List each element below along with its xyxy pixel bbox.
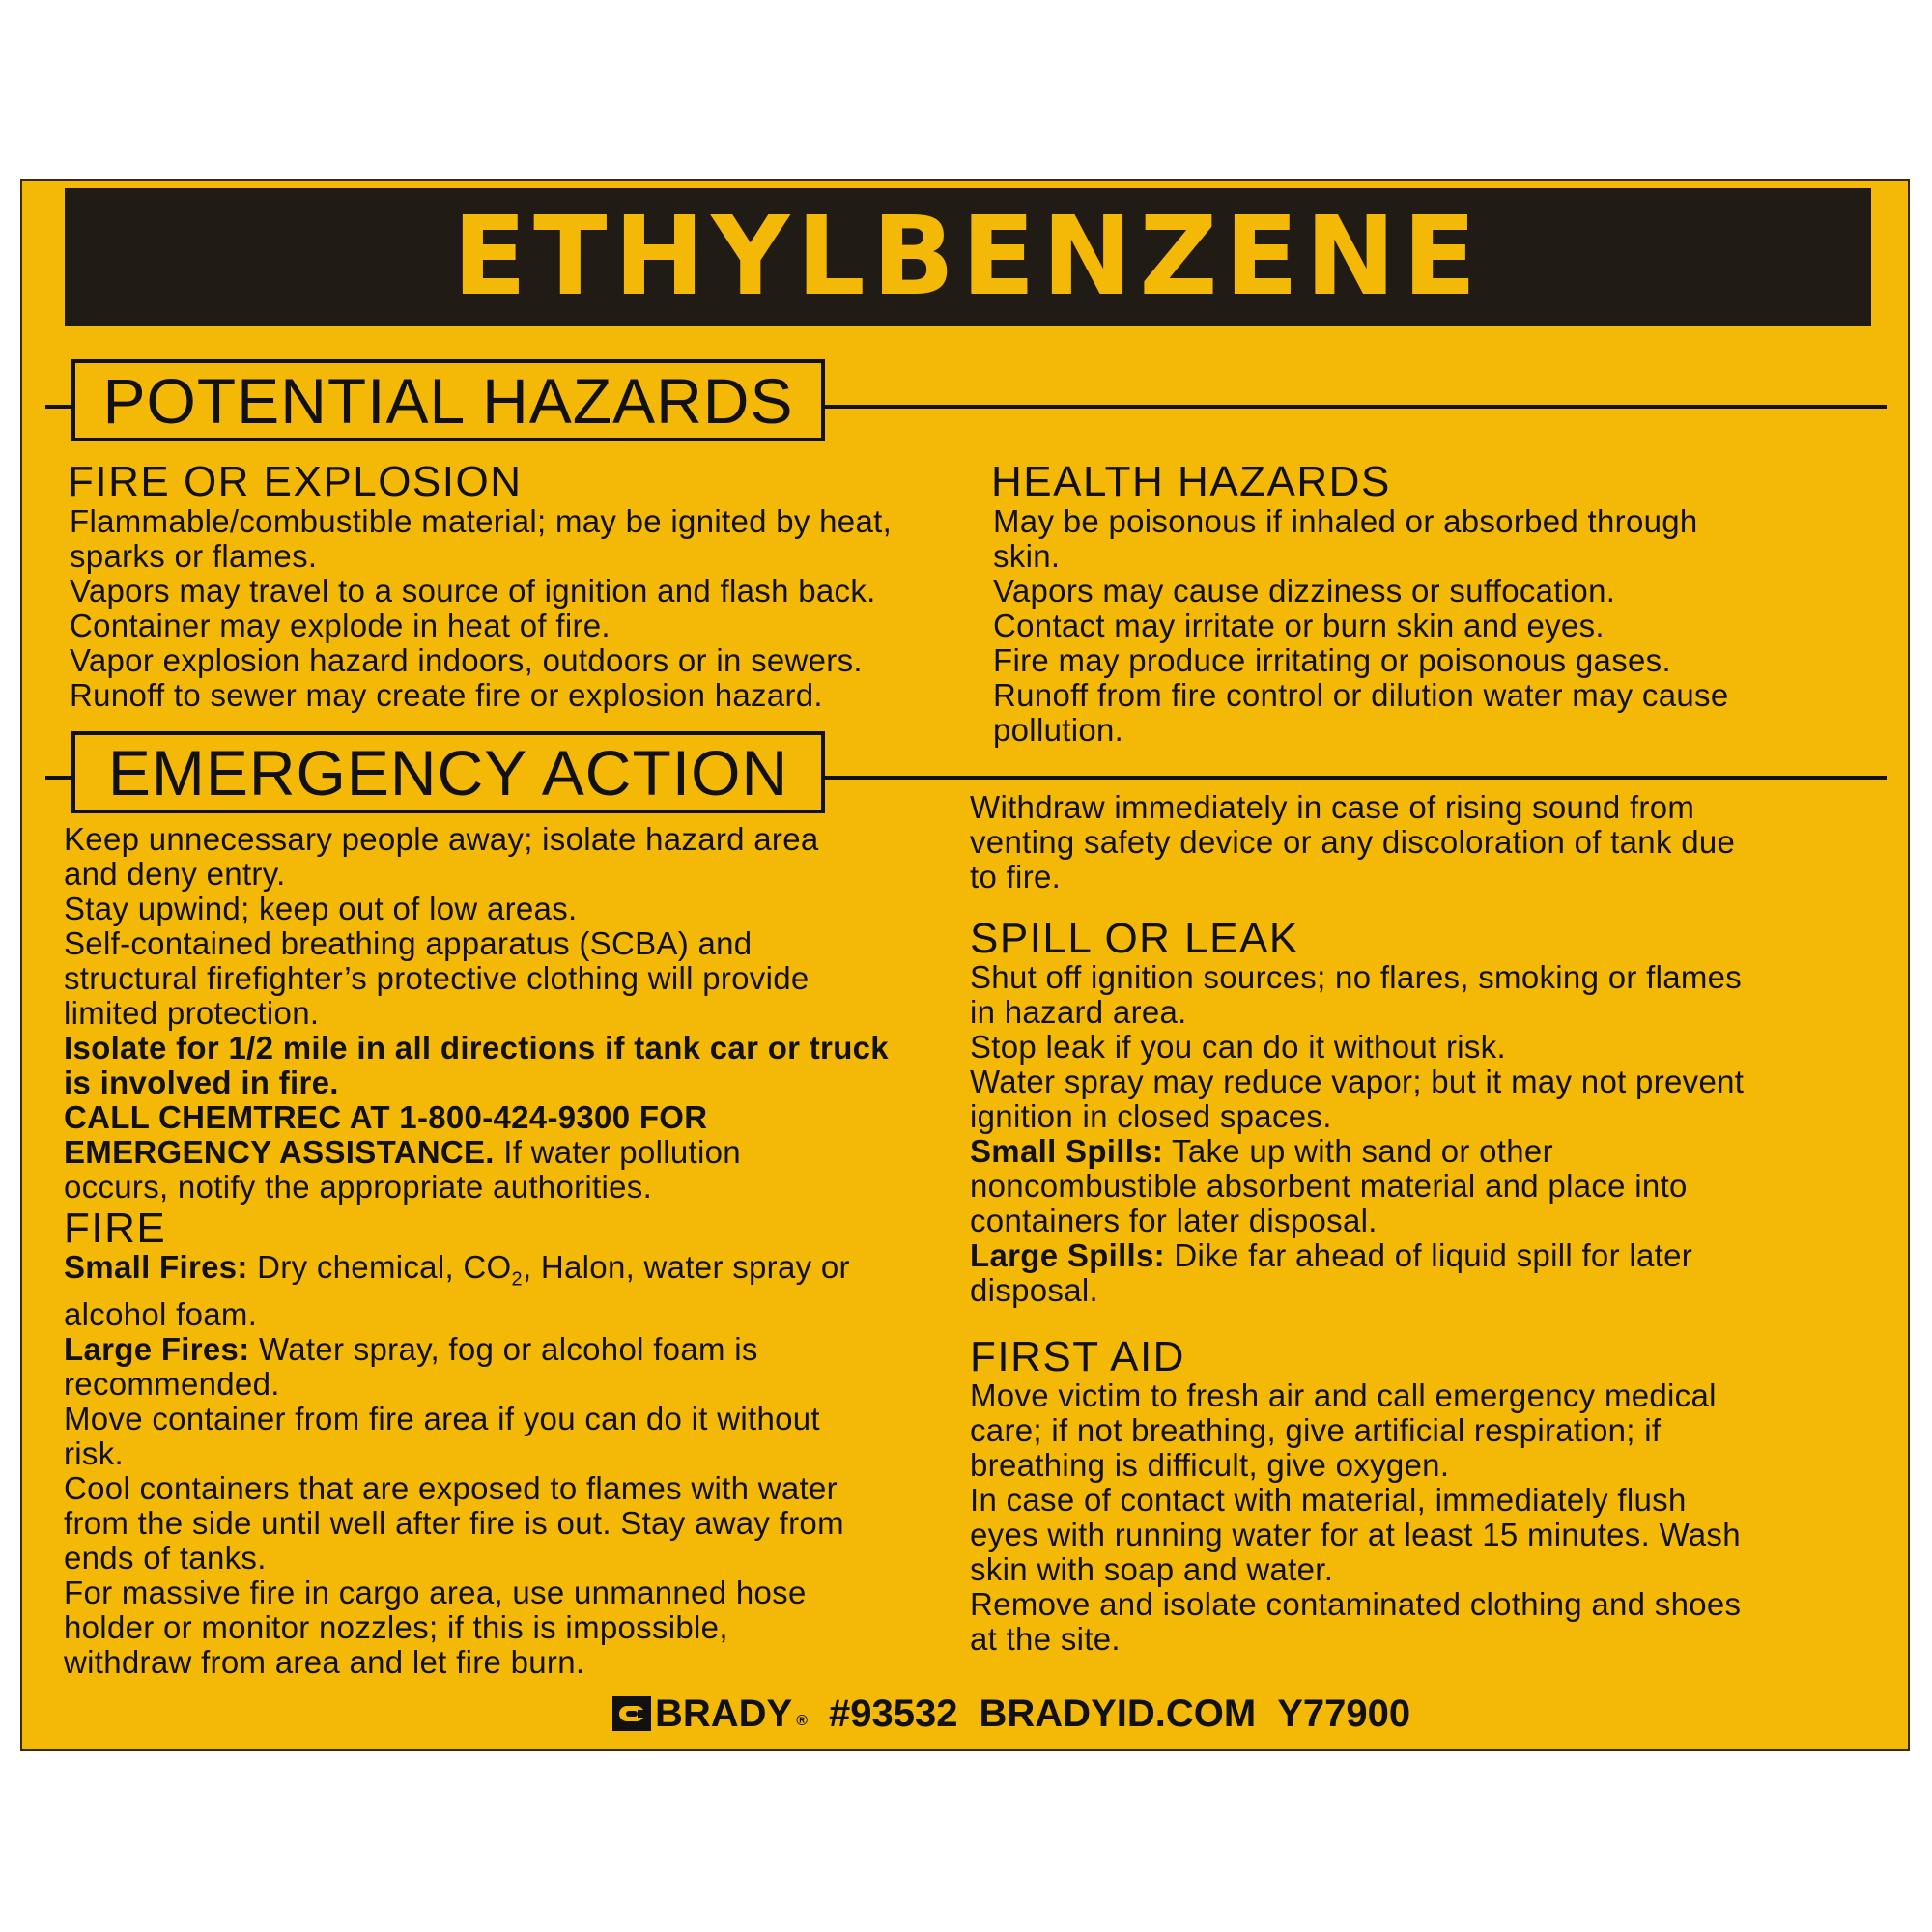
text-line: In case of contact with material, immediately flush bbox=[970, 1482, 1687, 1518]
text-line: care; if not breathing, give artificial respiration; if bbox=[970, 1412, 1662, 1448]
fire-text bbox=[64, 1250, 850, 1680]
text-line: Vapors may cause dizziness or suffocation. bbox=[993, 573, 1616, 609]
text-line: Remove and isolate contaminated clothing and shoes bbox=[970, 1586, 1742, 1622]
large-spills-line bbox=[970, 1238, 1744, 1273]
text-line: to fire. bbox=[970, 859, 1062, 895]
text-line: venting safety device or any discoloration of tank due bbox=[970, 824, 1736, 860]
text-line: breathing is difficult, give oxygen. bbox=[970, 1447, 1450, 1483]
emergency-action-text bbox=[64, 822, 889, 1205]
withdraw-text bbox=[970, 790, 1735, 895]
text-line: sparks or flames. bbox=[70, 538, 318, 574]
small-spills-line bbox=[970, 1134, 1744, 1169]
text-line: pollution. bbox=[993, 712, 1124, 748]
text-line: structural firefighter’s protective clothing will provide bbox=[64, 960, 810, 996]
small-spills-label: Small Spills: bbox=[970, 1133, 1164, 1169]
fire-heading: FIRE bbox=[64, 1205, 167, 1252]
small-fires-label: Small Fires: bbox=[64, 1249, 248, 1285]
brand-name: BRADY bbox=[655, 1692, 793, 1735]
text-line: eyes with running water for at least 15 minutes. Wash bbox=[970, 1517, 1741, 1552]
text-line: Cool containers that are exposed to flames with water bbox=[64, 1469, 838, 1506]
text-line: Move container from fire area if you can do it without bbox=[64, 1400, 820, 1436]
text-line: risk. bbox=[64, 1435, 124, 1471]
text-line: ignition in closed spaces. bbox=[970, 1098, 1332, 1134]
text-line: Vapor explosion hazard indoors, outdoors or in sewers. bbox=[70, 642, 863, 678]
text-line: disposal. bbox=[970, 1272, 1098, 1308]
text-line: Keep unnecessary people away; isolate hazard area bbox=[64, 821, 819, 857]
emergency-rule-right bbox=[820, 776, 1887, 780]
title-bar bbox=[65, 188, 1871, 326]
text-line: Vapors may travel to a source of ignition and flash back. bbox=[70, 573, 876, 609]
large-fires-line bbox=[64, 1332, 850, 1367]
chemical-name: ETHYLBENZENE bbox=[452, 194, 1484, 320]
label-footer bbox=[612, 1690, 1410, 1737]
text-line: withdraw from area and let fire burn. bbox=[64, 1643, 585, 1680]
text-line: Container may explode in heat of fire. bbox=[70, 608, 611, 643]
large-spills-label: Large Spills: bbox=[970, 1237, 1165, 1273]
text-line: skin. bbox=[993, 538, 1061, 574]
text-line: at the site. bbox=[970, 1621, 1121, 1657]
website: BRADYID.COM bbox=[979, 1692, 1257, 1735]
text-line: ends of tanks. bbox=[64, 1539, 267, 1576]
fire-or-explosion-text bbox=[70, 504, 892, 713]
text-line: Flammable/combustible material; may be ignited by heat, bbox=[70, 503, 893, 539]
text-line: For massive fire in cargo area, use unmanned hose bbox=[64, 1574, 807, 1610]
text-line: Self-contained breathing apparatus (SCBA) and bbox=[64, 925, 753, 961]
text-line: Withdraw immediately in case of rising sound from bbox=[970, 789, 1695, 825]
first-aid-heading: FIRST AID bbox=[970, 1333, 1185, 1380]
text-line: recommended. bbox=[64, 1365, 280, 1402]
part-number: #93532 bbox=[829, 1692, 958, 1735]
health-hazards-heading: HEALTH HAZARDS bbox=[991, 458, 1391, 505]
text-fragment: Dry chemical, CO bbox=[247, 1249, 512, 1285]
brady-logo bbox=[612, 1694, 808, 1733]
isolate-instruction: is involved in fire. bbox=[64, 1065, 339, 1100]
isolate-instruction: Isolate for 1/2 mile in all directions if tank car or truck bbox=[64, 1030, 889, 1065]
health-hazards-text bbox=[993, 504, 1728, 748]
text-fragment: If water pollution bbox=[494, 1134, 741, 1170]
emergency-action-heading: EMERGENCY ACTION bbox=[71, 731, 825, 813]
text-fragment: , Halon, water spray or bbox=[522, 1249, 850, 1285]
text-line: noncombustible absorbent material and place into bbox=[970, 1168, 1688, 1204]
potential-hazards-heading: POTENTIAL HAZARDS bbox=[71, 359, 825, 441]
product-code: Y77900 bbox=[1277, 1692, 1411, 1735]
chemtrec-phone: CALL CHEMTREC AT 1-800-424-9300 FOR bbox=[64, 1099, 708, 1135]
text-line: alcohol foam. bbox=[64, 1295, 258, 1332]
text-line: skin with soap and water. bbox=[970, 1551, 1334, 1587]
hazard-label bbox=[20, 179, 1910, 1751]
text-line bbox=[64, 1135, 889, 1170]
text-line: Shut off ignition sources; no flares, smoking or flames bbox=[970, 959, 1743, 995]
brady-mark-icon bbox=[612, 1696, 651, 1731]
text-fragment: Water spray, fog or alcohol foam is bbox=[249, 1330, 758, 1367]
text-line: limited protection. bbox=[64, 995, 320, 1031]
text-fragment: Dike far ahead of liquid spill for later bbox=[1164, 1237, 1693, 1273]
text-line: Move victim to fresh air and call emergency medical bbox=[970, 1378, 1717, 1413]
fire-or-explosion-heading: FIRE OR EXPLOSION bbox=[68, 458, 523, 505]
text-line: May be poisonous if inhaled or absorbed through bbox=[993, 503, 1698, 539]
text-line: Stay upwind; keep out of low areas. bbox=[64, 891, 578, 926]
text-fragment: Take up with sand or other bbox=[1163, 1133, 1553, 1169]
spill-or-leak-text bbox=[970, 960, 1744, 1308]
text-line: Runoff to sewer may create fire or explosion hazard. bbox=[70, 677, 823, 713]
first-aid-text bbox=[970, 1378, 1741, 1657]
text-line: Stop leak if you can do it without risk. bbox=[970, 1029, 1506, 1065]
registered-mark: ® bbox=[796, 1713, 809, 1729]
spill-or-leak-heading: SPILL OR LEAK bbox=[970, 915, 1299, 962]
text-line: containers for later disposal. bbox=[970, 1203, 1378, 1238]
text-line: Contact may irritate or burn skin and eyes. bbox=[993, 608, 1605, 643]
text-line: in hazard area. bbox=[970, 994, 1187, 1030]
text-line: Runoff from fire control or dilution water may cause bbox=[993, 677, 1729, 713]
text-line: Fire may produce irritating or poisonous gases. bbox=[993, 642, 1671, 678]
large-fires-label: Large Fires: bbox=[64, 1330, 250, 1367]
text-line: from the side until well after fire is out. Stay away from bbox=[64, 1504, 844, 1541]
chemtrec-emphasis: EMERGENCY ASSISTANCE. bbox=[64, 1134, 495, 1170]
text-line: occurs, notify the appropriate authorities. bbox=[64, 1169, 653, 1205]
subscript: 2 bbox=[511, 1268, 523, 1291]
small-fires-line bbox=[64, 1250, 850, 1297]
text-line: Water spray may reduce vapor; but it may not prevent bbox=[970, 1064, 1745, 1099]
hazards-rule-right bbox=[820, 405, 1887, 409]
text-line: holder or monitor nozzles; if this is impossible, bbox=[64, 1608, 728, 1645]
text-line: and deny entry. bbox=[64, 856, 286, 892]
